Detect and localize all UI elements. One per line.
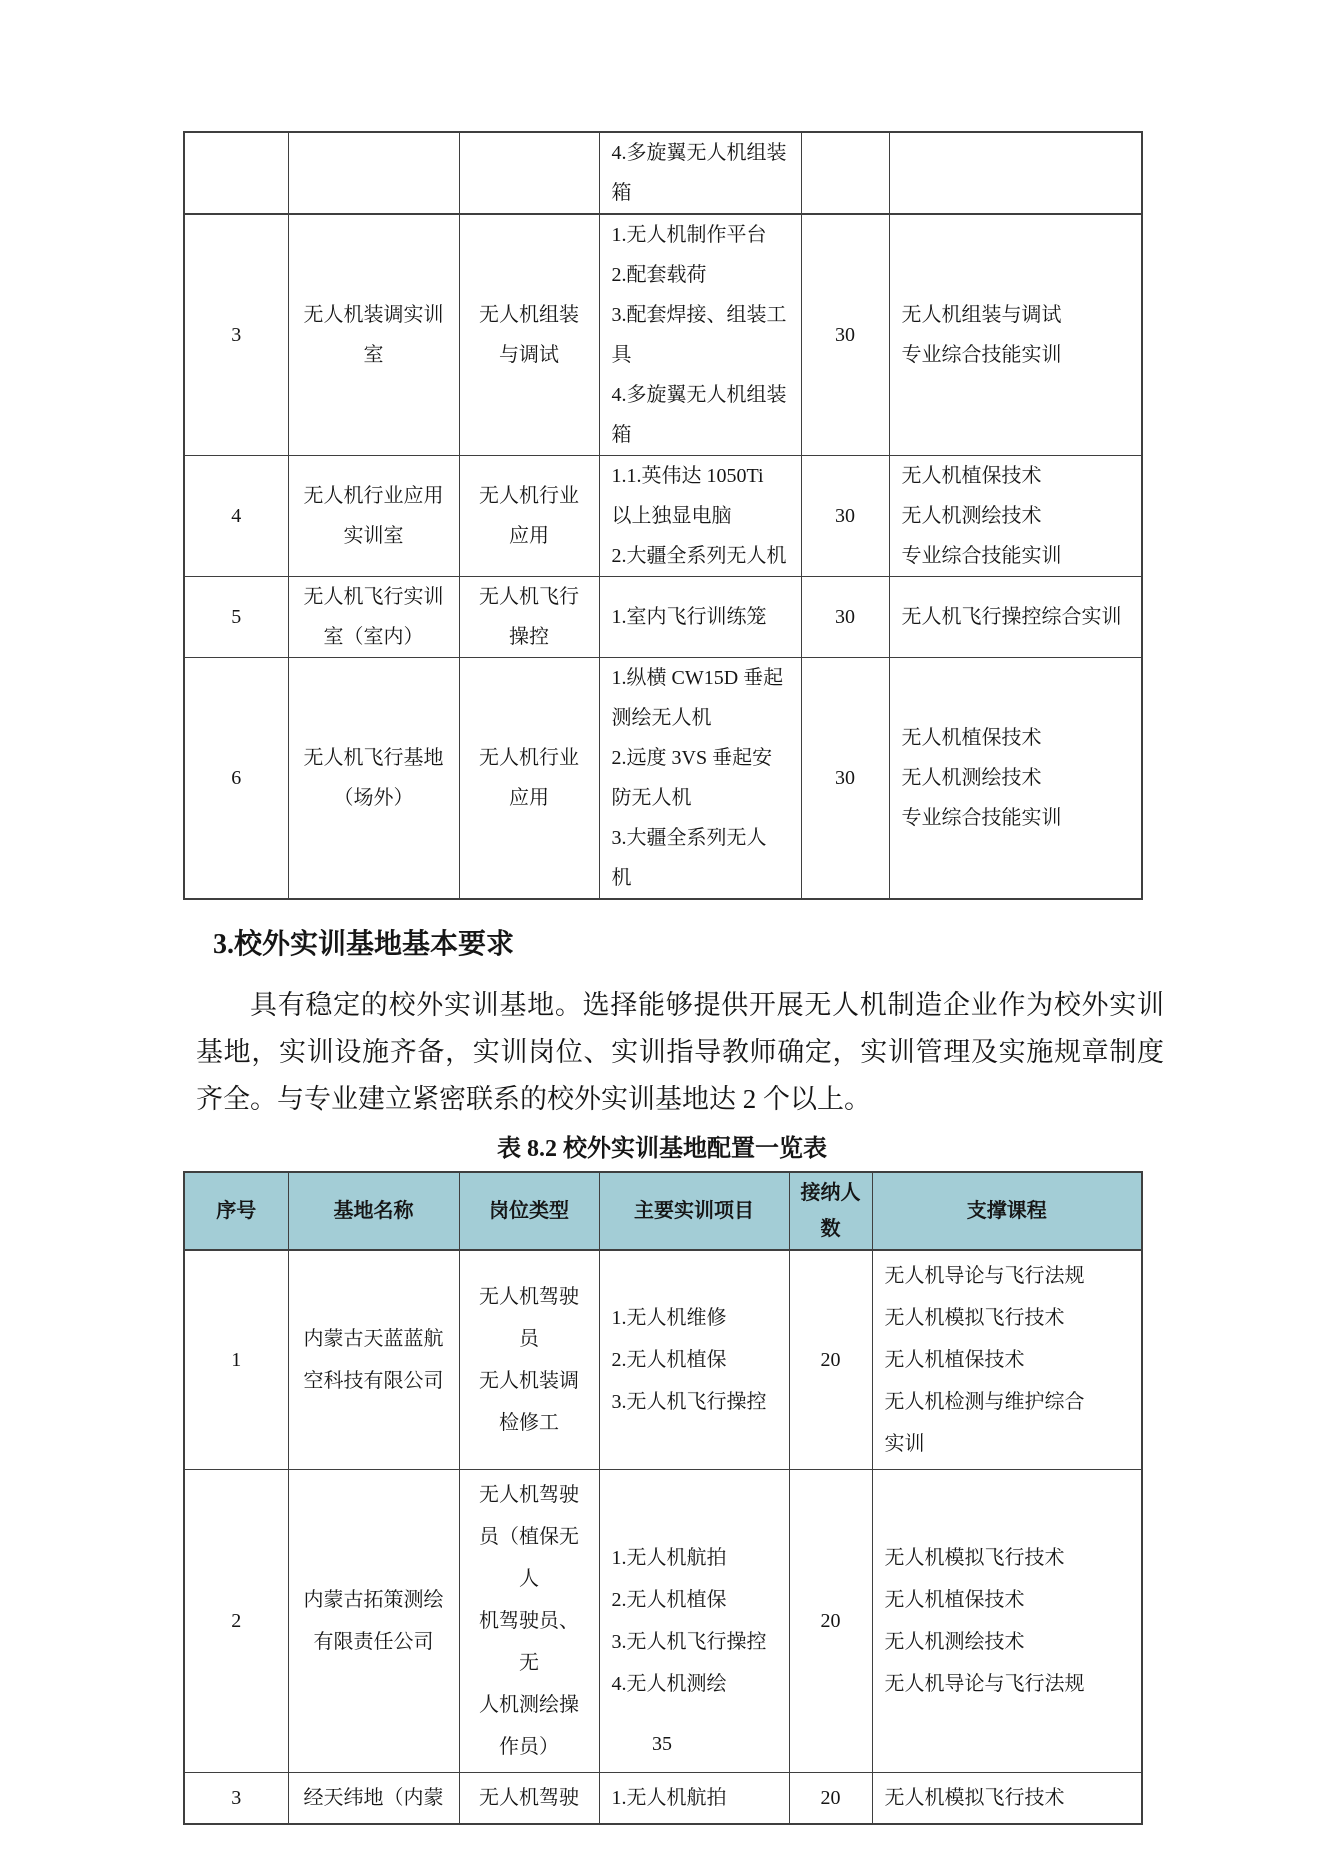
external-bases-table-header bbox=[184, 1172, 1142, 1250]
table-cell bbox=[599, 1470, 789, 1773]
table-cell: 30 bbox=[801, 456, 889, 577]
cell-line: 无人机装调 bbox=[479, 1370, 579, 1392]
cell-line: 1.无人机维修 bbox=[611, 1307, 727, 1329]
cell-line: 无人机植保技术 bbox=[884, 1589, 1025, 1611]
table-row bbox=[184, 1773, 1142, 1825]
table-cell bbox=[801, 132, 889, 214]
cell-line: 有限责任公司 bbox=[313, 1631, 434, 1653]
cell-line: 1.1.英伟达 1050Ti bbox=[611, 465, 764, 487]
body-paragraph: 具有稳定的校外实训基地。选择能够提供开展无人机制造企业作为校外实训基地，实训设施齐备，实训岗位、实训指导教师确定，实训管理及实施规章制度齐全。与专业建立紧密联系的校外实训基地达 2 个以上。 bbox=[196, 990, 1164, 1114]
cell-line: 4.多旋翼无人机组装 bbox=[611, 142, 787, 164]
cell-line: 接纳人 bbox=[800, 1182, 861, 1204]
table-cell bbox=[288, 1250, 459, 1470]
cell-line: 实训 bbox=[884, 1433, 925, 1455]
column-header bbox=[789, 1172, 872, 1250]
table-cell bbox=[459, 1250, 599, 1470]
cell-line: 应用 bbox=[509, 787, 549, 809]
cell-line: 数 bbox=[820, 1218, 841, 1240]
cell-line: 专业综合技能实训 bbox=[901, 807, 1062, 829]
table-cell bbox=[184, 132, 288, 214]
table-cell: 3 bbox=[184, 1773, 288, 1825]
table-cell bbox=[459, 214, 599, 456]
cell-line: 无人机组装与调试 bbox=[901, 304, 1062, 326]
cell-line: 无人机飞行基地 bbox=[303, 747, 444, 769]
cell-line: 无人机驾驶 bbox=[479, 1286, 579, 1308]
table-row bbox=[184, 132, 1142, 214]
cell-line: 人机测绘操 bbox=[479, 1694, 579, 1716]
table-cell bbox=[288, 1470, 459, 1773]
table-cell bbox=[889, 456, 1142, 577]
cell-line: （场外） bbox=[333, 787, 414, 809]
cell-line: 机 bbox=[611, 867, 632, 889]
cell-line: 4.无人机测绘 bbox=[611, 1673, 727, 1695]
table-cell bbox=[459, 456, 599, 577]
column-header: 基地名称 bbox=[288, 1172, 459, 1250]
table-cell bbox=[288, 577, 459, 658]
table-cell bbox=[872, 1773, 1142, 1825]
external-bases-table bbox=[183, 1171, 1143, 1825]
table-cell bbox=[459, 132, 599, 214]
cell-line: 无人机模拟飞行技术 bbox=[884, 1547, 1065, 1569]
table-cell bbox=[288, 214, 459, 456]
table-cell: 3 bbox=[184, 214, 288, 456]
cell-line: 无人机测绘技术 bbox=[901, 505, 1042, 527]
table-cell: 5 bbox=[184, 577, 288, 658]
cell-line: 3.配套焊接、组装工 bbox=[611, 304, 787, 326]
cell-line: 1.纵横 CW15D 垂起 bbox=[611, 667, 784, 689]
table-row bbox=[184, 214, 1142, 456]
cell-line: 1.无人机航拍 bbox=[611, 1787, 727, 1809]
table-cell bbox=[288, 132, 459, 214]
cell-line: 机驾驶员、无 bbox=[479, 1610, 579, 1674]
table-cell bbox=[599, 1773, 789, 1825]
cell-line: 无人机组装 bbox=[479, 304, 579, 326]
cell-line: 无人机测绘技术 bbox=[901, 767, 1042, 789]
table-cell bbox=[599, 214, 801, 456]
cell-line: 3.无人机飞行操控 bbox=[611, 1631, 767, 1653]
column-header: 岗位类型 bbox=[459, 1172, 599, 1250]
cell-line: 实训室 bbox=[343, 525, 404, 547]
table-cell bbox=[599, 658, 801, 900]
cell-line: 无人机飞行实训 bbox=[303, 586, 444, 608]
table-cell bbox=[288, 1773, 459, 1825]
table-cell bbox=[889, 214, 1142, 456]
cell-line: 以上独显电脑 bbox=[611, 505, 732, 527]
cell-line: 无人机模拟飞行技术 bbox=[884, 1787, 1065, 1809]
cell-line: 防无人机 bbox=[611, 787, 692, 809]
column-header: 序号 bbox=[184, 1172, 288, 1250]
cell-line: 无人机飞行操控综合实训 bbox=[901, 606, 1122, 628]
cell-line: 检修工 bbox=[499, 1412, 559, 1434]
cell-line: 作员） bbox=[499, 1736, 559, 1758]
cell-line: 2.配套载荷 bbox=[611, 264, 707, 286]
cell-line: 无人机装调实训 bbox=[303, 304, 444, 326]
cell-line: 无人机植保技术 bbox=[901, 465, 1042, 487]
table-cell bbox=[599, 132, 801, 214]
table-cell: 20 bbox=[789, 1470, 872, 1773]
cell-line: 无人机植保技术 bbox=[884, 1349, 1025, 1371]
cell-line: 无人机飞行 bbox=[479, 586, 579, 608]
table-cell bbox=[459, 658, 599, 900]
table-cell bbox=[288, 456, 459, 577]
table-cell: 20 bbox=[789, 1250, 872, 1470]
cell-line: 3.大疆全系列无人 bbox=[611, 827, 767, 849]
cell-line: 无人机导论与飞行法规 bbox=[884, 1265, 1085, 1287]
table-caption: 表 8.2 校外实训基地配置一览表 bbox=[497, 1136, 827, 1162]
cell-line: 员 bbox=[519, 1328, 539, 1350]
cell-line: 无人机行业 bbox=[479, 747, 579, 769]
table-cell bbox=[599, 456, 801, 577]
cell-line: 无人机检测与维护综合 bbox=[884, 1391, 1085, 1413]
table-cell bbox=[872, 1470, 1142, 1773]
table-row bbox=[184, 658, 1142, 900]
cell-line: 2.无人机植保 bbox=[611, 1589, 727, 1611]
header-row bbox=[184, 1172, 1142, 1250]
cell-line: 无人机模拟飞行技术 bbox=[884, 1307, 1065, 1329]
table-cell bbox=[599, 577, 801, 658]
table-cell: 6 bbox=[184, 658, 288, 900]
table-cell: 20 bbox=[789, 1773, 872, 1825]
column-header: 主要实训项目 bbox=[599, 1172, 789, 1250]
column-header: 支撑课程 bbox=[872, 1172, 1142, 1250]
cell-line: 操控 bbox=[509, 626, 549, 648]
cell-line: 无人机驾驶 bbox=[479, 1787, 579, 1809]
table-row bbox=[184, 1470, 1142, 1773]
table-row bbox=[184, 577, 1142, 658]
cell-line: 4.多旋翼无人机组装 bbox=[611, 384, 787, 406]
table-row bbox=[184, 456, 1142, 577]
campus-facilities-table bbox=[183, 131, 1143, 900]
table-cell: 2 bbox=[184, 1470, 288, 1773]
cell-line: 1.无人机制作平台 bbox=[611, 224, 767, 246]
table-cell: 30 bbox=[801, 658, 889, 900]
table-cell: 4 bbox=[184, 456, 288, 577]
cell-line: 员（植保无人 bbox=[479, 1526, 579, 1590]
cell-line: 具 bbox=[611, 344, 632, 366]
table-cell bbox=[459, 577, 599, 658]
cell-line: 专业综合技能实训 bbox=[901, 545, 1062, 567]
cell-line: 无人机导论与飞行法规 bbox=[884, 1673, 1085, 1695]
page-number: 35 bbox=[652, 1733, 672, 1755]
table-cell bbox=[889, 132, 1142, 214]
cell-line: 无人机测绘技术 bbox=[884, 1631, 1025, 1653]
cell-line: 室 bbox=[363, 344, 384, 366]
cell-line: 箱 bbox=[611, 424, 632, 446]
cell-line: 空科技有限公司 bbox=[303, 1370, 444, 1392]
cell-line: 1.室内飞行训练笼 bbox=[611, 606, 767, 628]
table-cell bbox=[459, 1470, 599, 1773]
table-cell bbox=[889, 577, 1142, 658]
cell-line: 室（室内） bbox=[323, 626, 424, 648]
table-cell bbox=[889, 658, 1142, 900]
section-heading: 3.校外实训基地基本要求 bbox=[213, 929, 515, 960]
campus-facilities-table-body bbox=[184, 132, 1142, 899]
cell-line: 专业综合技能实训 bbox=[901, 344, 1062, 366]
cell-line: 无人机驾驶 bbox=[479, 1484, 579, 1506]
table-row bbox=[184, 1250, 1142, 1470]
table-cell bbox=[599, 1250, 789, 1470]
cell-line: 与调试 bbox=[499, 344, 559, 366]
cell-line: 2.无人机植保 bbox=[611, 1349, 727, 1371]
cell-line: 无人机行业应用 bbox=[303, 485, 444, 507]
cell-line: 2.大疆全系列无人机 bbox=[611, 545, 787, 567]
cell-line: 经天纬地（内蒙 bbox=[303, 1787, 444, 1809]
cell-line: 内蒙古天蓝蓝航 bbox=[303, 1328, 444, 1350]
table-cell bbox=[288, 658, 459, 900]
table-cell bbox=[459, 1773, 599, 1825]
table-cell: 30 bbox=[801, 577, 889, 658]
cell-line: 2.远度 3VS 垂起安 bbox=[611, 747, 773, 769]
cell-line: 无人机植保技术 bbox=[901, 727, 1042, 749]
table-cell: 1 bbox=[184, 1250, 288, 1470]
table-cell: 30 bbox=[801, 214, 889, 456]
cell-line: 应用 bbox=[509, 525, 549, 547]
cell-line: 3.无人机飞行操控 bbox=[611, 1391, 767, 1413]
table-cell bbox=[872, 1250, 1142, 1470]
cell-line: 无人机行业 bbox=[479, 485, 579, 507]
cell-line: 1.无人机航拍 bbox=[611, 1547, 727, 1569]
cell-line: 箱 bbox=[611, 182, 632, 204]
cell-line: 内蒙古拓策测绘 bbox=[303, 1589, 444, 1611]
cell-line: 测绘无人机 bbox=[611, 707, 712, 729]
